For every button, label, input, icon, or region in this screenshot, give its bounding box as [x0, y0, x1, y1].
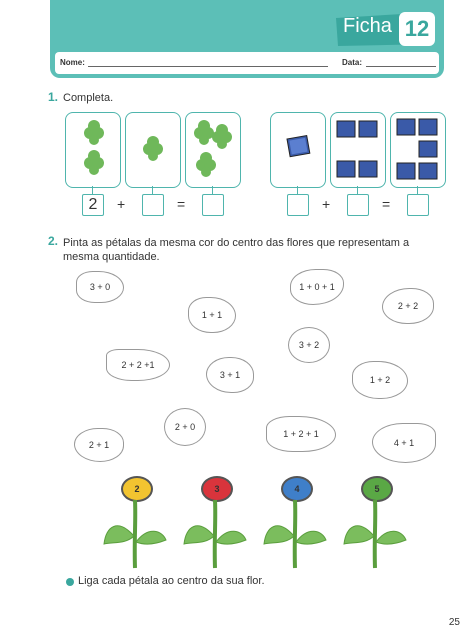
card-connector — [417, 186, 418, 194]
card-connector — [152, 186, 153, 194]
answer-box-3[interactable] — [202, 194, 224, 216]
petal[interactable]: 3 + 1 — [206, 357, 254, 393]
answer-box-2[interactable] — [142, 194, 164, 216]
flower-center-label: 4 — [294, 484, 300, 494]
footer-instruction: Liga cada pétala ao centro da sua flor. — [78, 575, 265, 587]
card-connector — [357, 186, 358, 194]
equals-sign: = — [177, 196, 186, 212]
petal[interactable]: 2 + 1 — [74, 428, 124, 462]
flower-3 — [180, 474, 250, 570]
petal[interactable]: 3 + 0 — [76, 271, 124, 303]
q2-number: 2. — [48, 234, 59, 248]
book-icon — [391, 113, 445, 187]
date-field[interactable] — [366, 66, 436, 67]
card-connector — [297, 186, 298, 194]
bullet-icon — [66, 578, 74, 586]
book-card-1 — [270, 112, 326, 188]
clover-card-3 — [185, 112, 241, 188]
flower-center[interactable] — [201, 476, 233, 502]
clover-icon — [66, 113, 120, 187]
flower-center[interactable] — [121, 476, 153, 502]
book-card-2 — [330, 112, 386, 188]
ficha-label: Ficha — [343, 15, 392, 37]
flower-center-label: 3 — [214, 484, 220, 494]
petal[interactable]: 2 + 2 — [382, 288, 434, 324]
plus-sign: + — [117, 196, 126, 212]
card-connector — [212, 186, 213, 194]
page-number: 25 — [448, 617, 460, 628]
petal[interactable]: 2 + 2 +1 — [106, 349, 170, 381]
answer-box-4[interactable] — [287, 194, 309, 216]
card-connector — [92, 186, 93, 194]
petal[interactable]: 1 + 1 — [188, 297, 236, 333]
book-card-3 — [390, 112, 446, 188]
flower-center-label: 2 — [134, 484, 140, 494]
answer-box-5[interactable] — [347, 194, 369, 216]
name-label: Nome: — [60, 58, 85, 67]
petal[interactable]: 1 + 2 — [352, 361, 408, 399]
stem-leaves-icon — [180, 500, 250, 570]
stem-leaves-icon — [100, 500, 170, 570]
flower-center[interactable] — [281, 476, 313, 502]
date-label: Data: — [342, 58, 363, 67]
name-field[interactable] — [88, 66, 328, 67]
answer-box-6[interactable] — [407, 194, 429, 216]
stem-leaves-icon — [340, 500, 410, 570]
flower-4 — [260, 474, 330, 570]
header-form — [55, 52, 439, 74]
flower-center-label: 5 — [374, 484, 380, 494]
clover-icon — [126, 113, 180, 187]
flower-center[interactable] — [361, 476, 393, 502]
clover-card-2 — [125, 112, 181, 188]
clover-card-1 — [65, 112, 121, 188]
petal[interactable]: 4 + 1 — [372, 423, 436, 463]
stem-leaves-icon — [260, 500, 330, 570]
petal[interactable]: 3 + 2 — [288, 327, 330, 363]
petal[interactable]: 1 + 0 + 1 — [290, 269, 344, 305]
answer-box-1[interactable]: 2 — [82, 194, 104, 216]
q1-number: 1. — [48, 90, 59, 104]
flower-2 — [100, 474, 170, 570]
petal[interactable]: 1 + 2 + 1 — [266, 416, 336, 452]
book-icon — [331, 113, 385, 187]
q1-text: Completa. — [63, 92, 114, 104]
equals-sign: = — [382, 196, 391, 212]
plus-sign: + — [322, 196, 331, 212]
ficha-number: 12 — [399, 12, 435, 46]
petal[interactable]: 2 + 0 — [164, 408, 206, 446]
q2-text: Pinta as pétalas da mesma cor do centro das flores que representam a mesma quantidade. — [63, 237, 410, 263]
book-icon — [271, 113, 325, 187]
flower-5 — [340, 474, 410, 570]
clover-icon — [186, 113, 240, 187]
